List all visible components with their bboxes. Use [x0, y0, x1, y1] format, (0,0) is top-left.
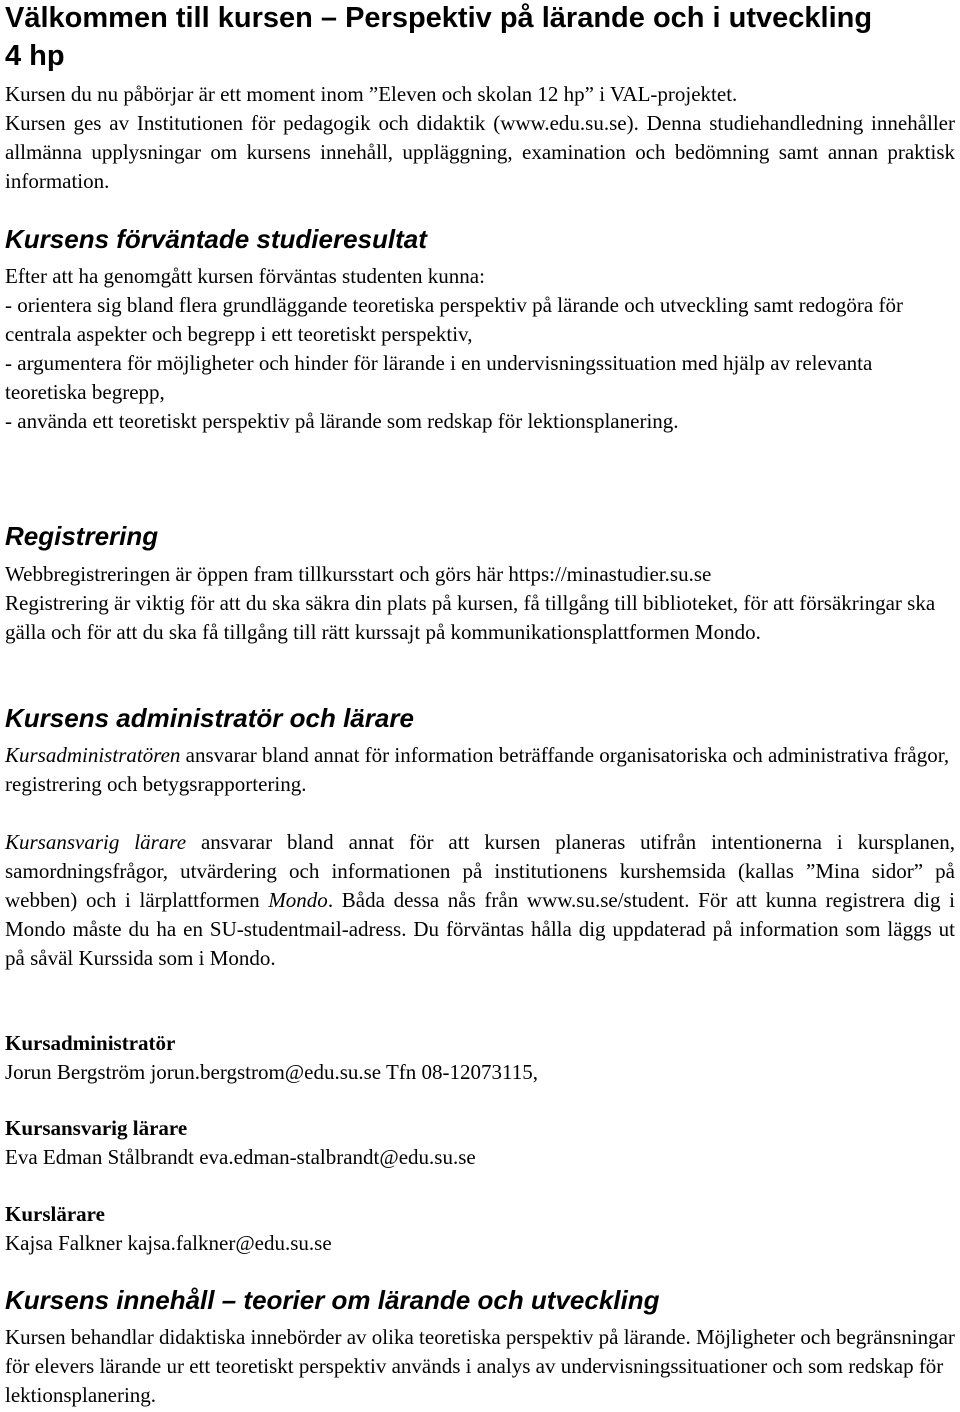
registration-heading: Registrering — [5, 521, 159, 551]
content-paragraph: Kursen behandlar didaktiska innebörder av olika teoretiska perspektiv på lärande. Möjligheter och begränsningar för elevers lärande ur ett teoretiskt perspektiv används i analys av undervisningssituationer och som redskap för lektionsplanering. — [5, 1325, 955, 1407]
outcomes-section — [5, 262, 955, 436]
teacher-term: Kursansvarig lärare — [5, 830, 187, 854]
outcome-item-2b: teoretiska begrepp, — [5, 380, 165, 404]
page-title: Välkommen till kursen – Perspektiv på lärande och i utveckling 4 hp — [5, 2, 873, 72]
outcome-item-1b: centrala aspekter och begrepp i ett teoretiskt perspektiv, — [5, 322, 473, 346]
registration-paragraph: Registrering är viktig för att du ska säkra din plats på kursen, få tillgång till biblioteket, för att försäkringar ska gälla och för att du ska få tillgång till rätt kurssajt på kommunikationsplattformen Mondo. — [5, 591, 936, 644]
contact-role: Kursansvarig lärare — [5, 1116, 188, 1140]
teacher-paragraph — [5, 828, 955, 973]
admin-term: Kursadministratören — [5, 743, 181, 767]
teacher-text-2: . Båda dessa nås från www.su.se/student. För att kunna registrera dig i Mondo måste du ha en SU-studentmail-adress. Du förväntas hålla dig uppdaterad på information som läggs ut på såväl Kurssida som i Mondo. — [5, 888, 955, 970]
registration-section — [5, 560, 955, 647]
contact-info: Kajsa Falkner kajsa.falkner@edu.su.se — [5, 1231, 332, 1255]
contact-role: Kursadministratör — [5, 1031, 176, 1055]
contact-admin — [5, 1029, 538, 1087]
contact-info: Jorun Bergström jorun.bergstrom@edu.su.se Tfn 08-12073115, — [5, 1060, 539, 1084]
content-heading: Kursens innehåll – teorier om lärande och utveckling — [5, 1285, 660, 1315]
intro-section — [5, 80, 955, 196]
staff-heading: Kursens administratör och lärare — [5, 703, 414, 733]
intro-paragraph: Kursen ges av Institutionen för pedagogik och didaktik (www.edu.su.se). Denna studiehandledning innehåller allmänna upplysningar om kursens innehåll, uppläggning, examination och bedömning samt annan praktisk information. — [5, 111, 955, 193]
teacher-text-1: ansvarar bland annat för att kursen planeras utifrån intentionerna i kursplanen, samordningsfrågor, utvärdering och informationen på institutionens kurshemsida (kallas ”Mina sidor” på webben) och i lärplattformen — [5, 830, 955, 912]
outcome-item-2a: - argumentera för möjligheter och hinder för lärande i en undervisningssituation med hjälp av relevanta — [5, 351, 873, 375]
outcome-item-3: - använda ett teoretiskt perspektiv på lärande som redskap för lektionsplanering. — [5, 409, 679, 433]
admin-text: ansvarar bland annat för information beträffande organisatoriska och administrativa frågor, registrering och betygsrapportering. — [5, 743, 950, 796]
outcomes-heading: Kursens förväntade studieresultat — [5, 224, 427, 254]
admin-paragraph — [5, 741, 955, 799]
registration-line-1: Webbregistreringen är öppen fram tillkursstart och görs här https://minastudier.su.se — [5, 562, 712, 586]
teacher-mondo: Mondo — [268, 888, 328, 912]
contact-info: Eva Edman Stålbrandt eva.edman-stalbrandt@edu.su.se — [5, 1145, 476, 1169]
outcomes-lead: Efter att ha genomgått kursen förväntas studenten kunna: — [5, 264, 485, 288]
outcome-item-1a: - orientera sig bland flera grundläggande teoretiska perspektiv på lärande och utveckling samt redogöra för — [5, 293, 903, 317]
intro-line-1: Kursen du nu påbörjar är ett moment inom ”Eleven och skolan 12 hp” i VAL-projektet. — [5, 82, 738, 106]
contact-role: Kurslärare — [5, 1202, 105, 1226]
contact-course-leader — [5, 1114, 476, 1172]
contact-teacher — [5, 1200, 332, 1258]
content-section — [5, 1323, 955, 1410]
